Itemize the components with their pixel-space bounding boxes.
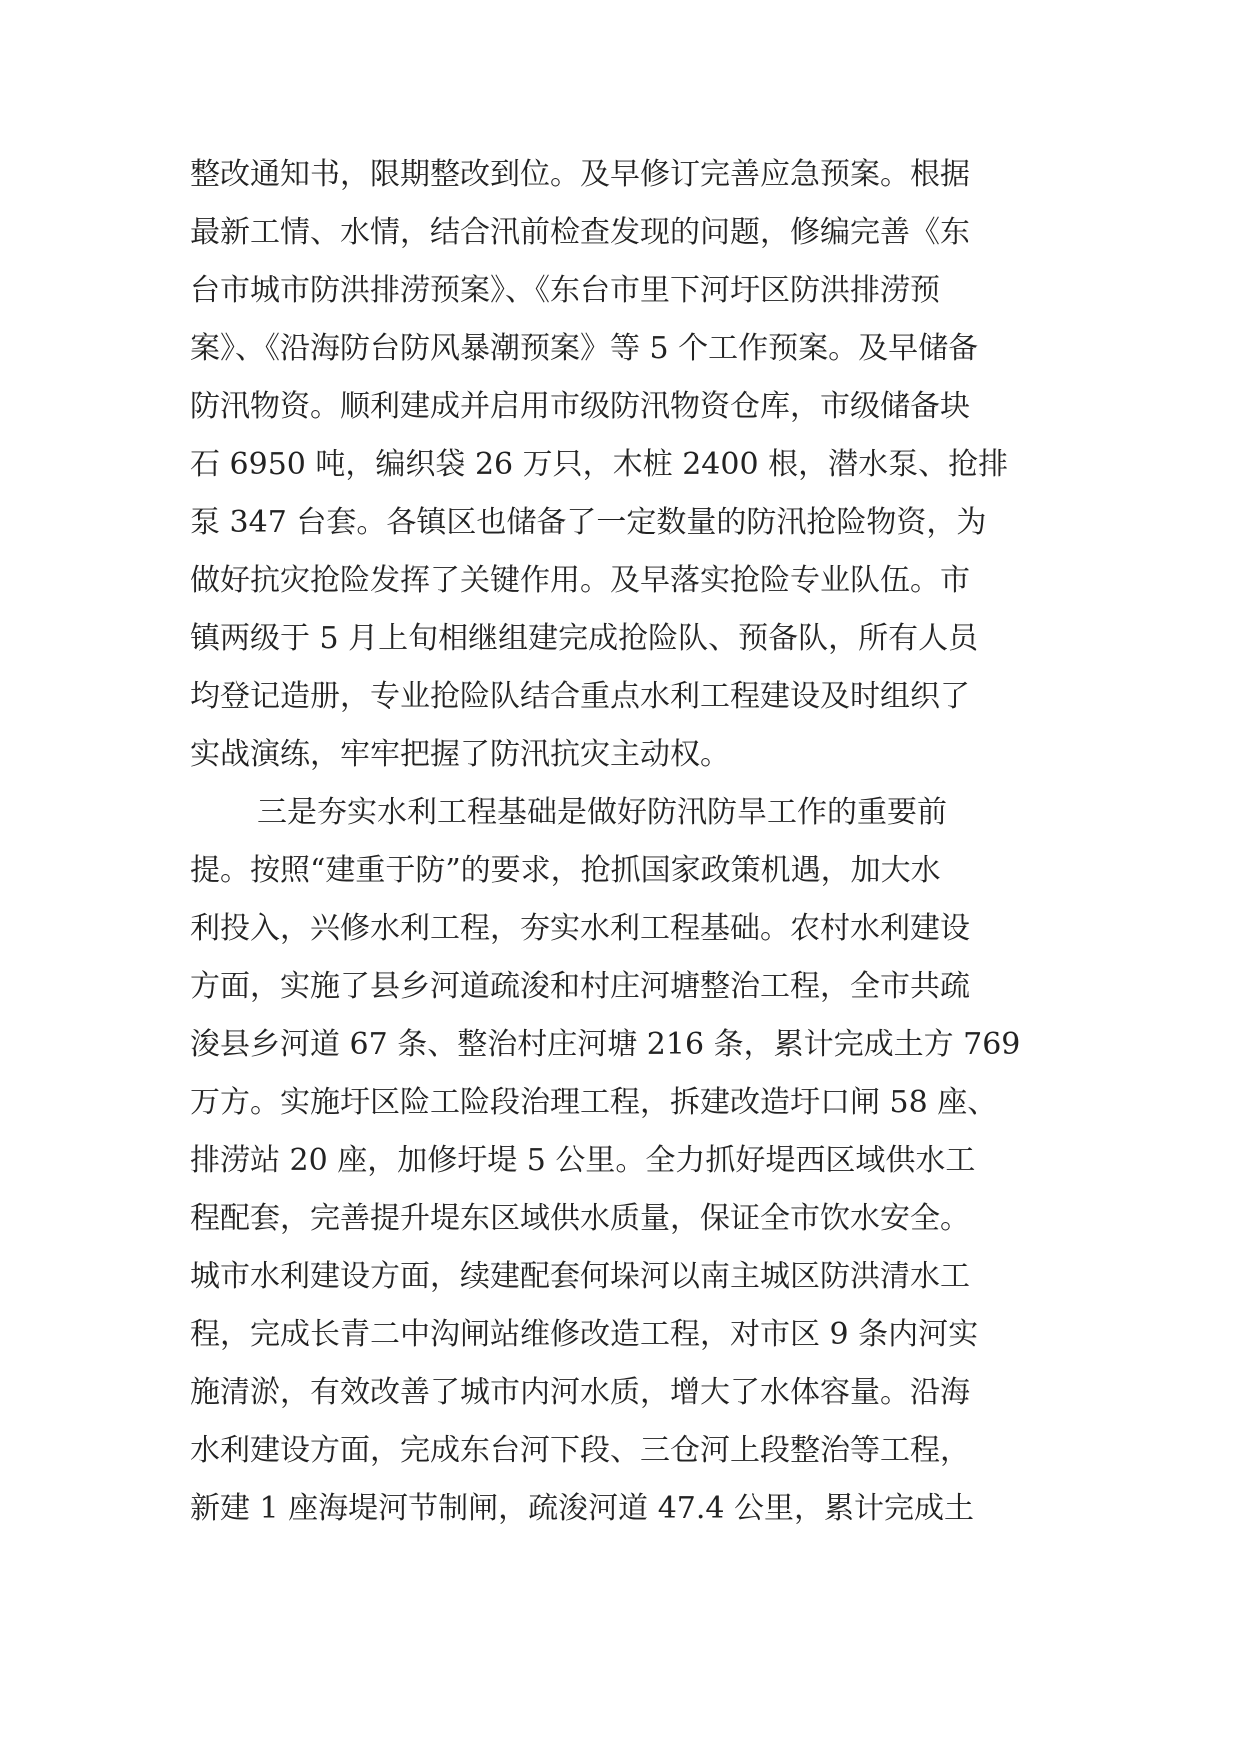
text-line: 实战演练，牢牢把握了防汛抗灾主动权。 [190, 737, 730, 772]
text-line: 整改通知书，限期整改到位。及早修订完善应急预案。根据 [190, 157, 970, 192]
text-line: 浚县乡河道 67 条、整治村庄河塘 216 条，累计完成土方 769 [190, 1027, 1021, 1062]
text-line: 排涝站 20 座，加修圩堤 5 公里。全力抓好堤西区域供水工 [190, 1143, 976, 1178]
text-line: 案》、《沿海防台防风暴潮预案》等 5 个工作预案。及早储备 [190, 331, 979, 366]
text-line: 新建 1 座海堤河节制闸，疏浚河道 47.4 公里，累计完成土 [190, 1491, 975, 1526]
text-line: 石 6950 吨，编织袋 26 万只，木桩 2400 根，潜水泵、抢排 [190, 447, 1009, 482]
text-line: 万方。实施圩区险工险段治理工程，拆建改造圩口闸 58 座、 [190, 1085, 998, 1120]
text-line: 最新工情、水情，结合汛前检查发现的问题，修编完善《东 [190, 215, 970, 250]
text-line: 城市水利建设方面，续建配套何垛河以南主城区防洪清水工 [190, 1259, 970, 1294]
text-line: 水利建设方面，完成东台河下段、三仓河上段整治等工程， [190, 1433, 970, 1468]
text-line: 程配套，完善提升堤东区域供水质量，保证全市饮水安全。 [190, 1201, 970, 1236]
text-line: 防汛物资。顺利建成并启用市级防汛物资仓库，市级储备块 [190, 389, 970, 424]
text-line: 泵 347 台套。各镇区也储备了一定数量的防汛抢险物资，为 [190, 505, 987, 540]
text-line: 镇两级于 5 月上旬相继组建完成抢险队、预备队，所有人员 [190, 621, 979, 656]
text-line: 利投入，兴修水利工程，夯实水利工程基础。农村水利建设 [190, 911, 970, 946]
text-line: 程，完成长青二中沟闸站维修改造工程，对市区 9 条内河实 [190, 1317, 979, 1352]
text-line: 做好抗灾抢险发挥了关键作用。及早落实抢险专业队伍。市 [190, 563, 970, 598]
text-line: 方面，实施了县乡河道疏浚和村庄河塘整治工程，全市共疏 [190, 969, 970, 1004]
text-line: 台市城市防洪排涝预案》、《东台市里下河圩区防洪排涝预 [190, 273, 940, 308]
text-line: 均登记造册，专业抢险队结合重点水利工程建设及时组织了 [190, 679, 970, 714]
paragraph-first-line: 三是夯实水利工程基础是做好防汛防旱工作的重要前 [257, 795, 947, 830]
text-line: 施清淤，有效改善了城市内河水质，增大了水体容量。沿海 [190, 1375, 970, 1410]
text-line: 提。按照“建重于防”的要求，抢抓国家政策机遇，加大水 [190, 853, 941, 888]
